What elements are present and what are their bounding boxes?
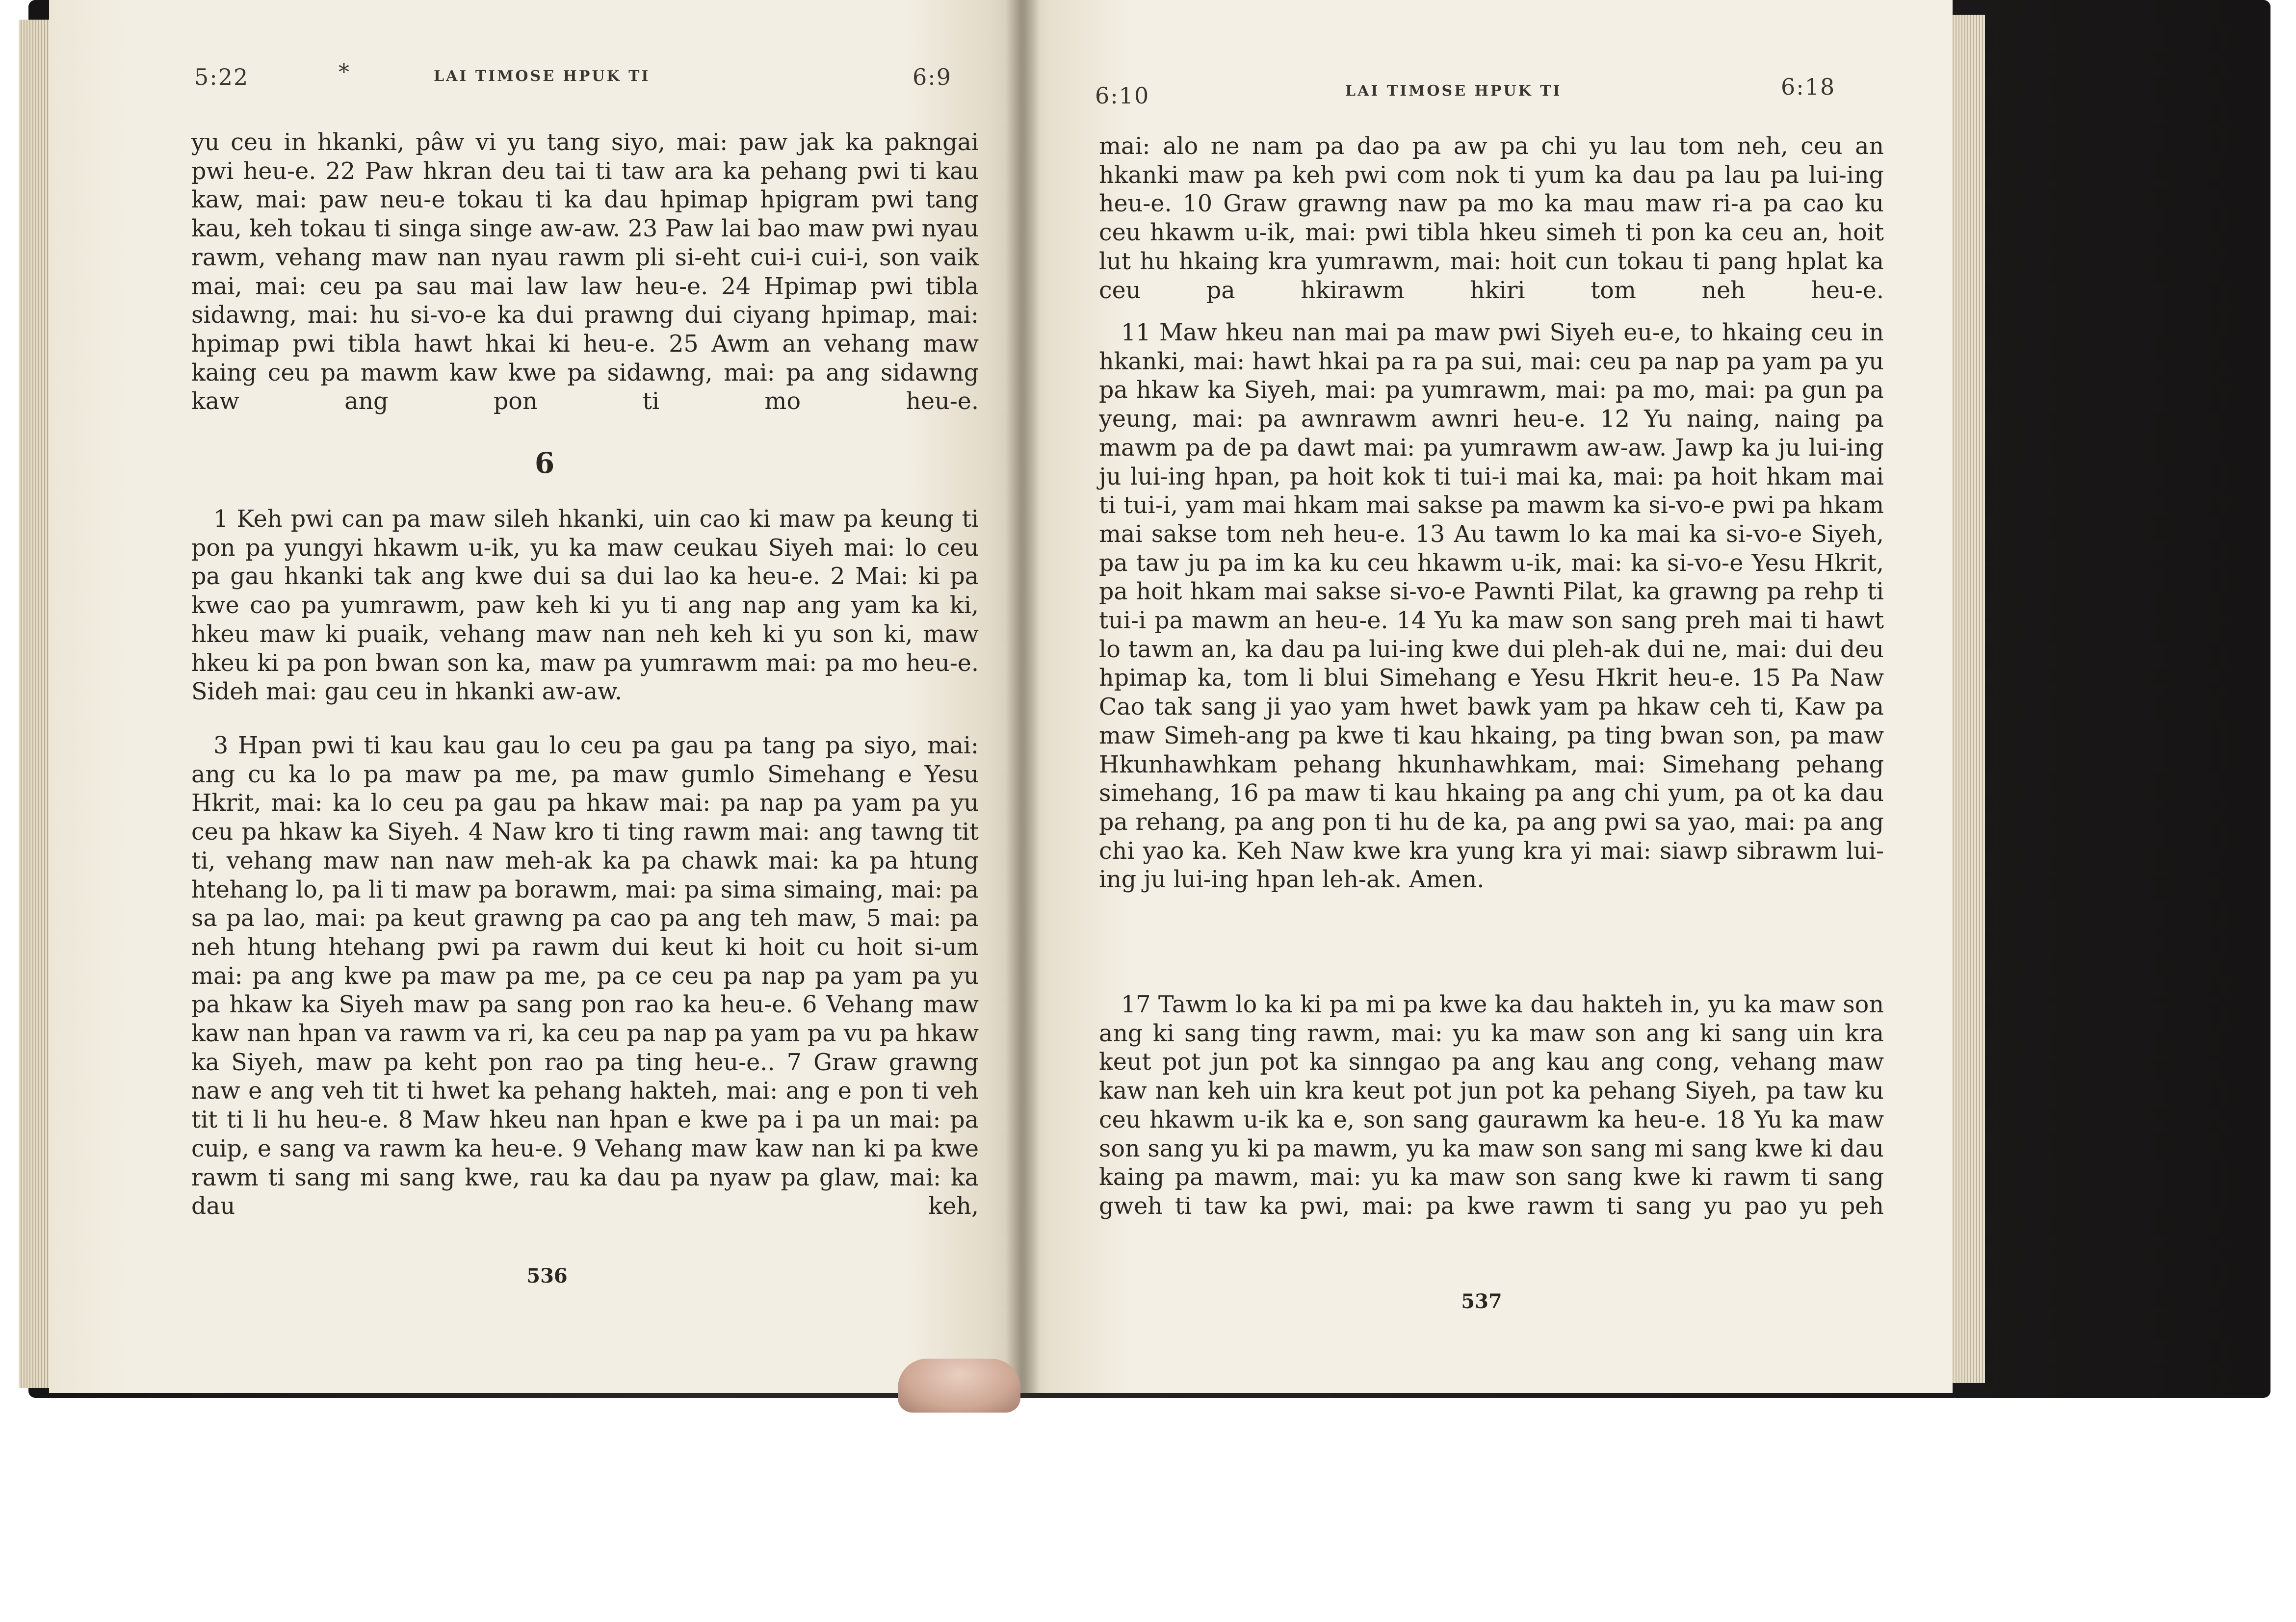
left-header-title: LAI TIMOSE HPUK TI — [434, 68, 651, 85]
left-header-mark: * — [339, 60, 350, 85]
left-header-ref-start: 5:22 — [194, 64, 249, 90]
right-running-header — [1020, 64, 1953, 109]
right-header-title: LAI TIMOSE HPUK TI — [1345, 82, 1562, 100]
chapter-number: 6 — [534, 446, 555, 480]
right-page-edges — [1951, 15, 1985, 1383]
left-running-header — [49, 60, 1020, 103]
left-paragraph-3: 3 Hpan pwi ti kau kau gau lo ceu pa gau pa tang pa siyo, mai: ang cu ka lo pa maw pa me, pa maw gumlo Simehang e Yesu Hkrit, mai: ka lo ceu pa gau pa hkaw mai: pa nap pa yam pa yu ceu pa hkaw ka Siyeh. 4 Naw kro ti ting rawm mai: ang tawng tit ti, vehang maw nan naw meh-ak ka pa chawk mai: ka pa htung htehang lo, pa li ti maw pa borawm, mai: pa sima simaing, mai: pa sa pa lao, mai: pa keut grawng pa cao pa ang teh maw, 5 mai: pa neh htung htehang pwi pa rawm dui keut ki hoit cu hoit si-um mai: pa ang kwe pa maw pa me, pa ce ceu pa nap pa yam pa yu pa hkaw ka Siyeh maw pa sang pon rao ka heu-e. 6 Vehang maw kaw nan hpan va rawm va ri, ka ceu pa nap pa yam pa vu pa hkaw ka Siyeh, maw pa keht pon rao pa ting heu-e.. 7 Graw grawng naw e ang veh tit ti hwet ka pehang hakteh, mai: ang e pon ti veh tit ti li hu heu-e. 8 Maw hkeu nan hpan e kwe pa i pa un mai: pa cuip, e sang va rawm ka heu-e. 9 Vehang maw kaw nan ki pa kwe rawm ti sang mi sang kwe, rau ka dau pa nyaw pa glaw, mai: ka dau keh, — [191, 732, 979, 1220]
left-paragraph-2: 1 Keh pwi can pa maw sileh hkanki, uin cao ki maw pa keung ti pon pa yungyi hkawm u-ik, yu ka maw ceukau Siyeh mai: lo ceu pa gau hkanki tak ang kwe dui sa dui lao ka heu-e. 2 Mai: ki pa kwe cao pa yumrawm, paw keh ki yu ti ang nap ang yam ka ki, hkeu maw ki puaik, vehang maw nan neh keh ki yu son ki, maw hkeu ki pa pon bwan son ka, maw pa yumrawm mai: pa mo heu-e. Sideh mai: gau ceu in hkanki aw-aw. — [191, 506, 979, 706]
right-header-ref-end: 6:18 — [1781, 74, 1836, 100]
right-paragraph-1: mai: alo ne nam pa dao pa aw pa chi yu lau tom neh, ceu an hkanki maw pa keh pwi com nok ti yum ka dau pa lau pa lui-ing heu-e. 10 Graw grawng naw pa mo ka mau maw ri-a pa cao ku ceu hkawm u-ik, mai: pwi tibla hkeu simeh ti pon ka ceu an, hoit lut hu hkaing kra yumrawm, mai: hoit cun tokau ti pang hplat ka ceu pa hkirawm hkiri tom neh heu-e. — [1099, 133, 1884, 304]
left-paragraph-1: yu ceu in hkanki, pâw vi yu tang siyo, mai: paw jak ka pakngai pwi heu-e. 22 Paw hkran deu tai ti taw ara ka pehang pwi ti kau kaw, mai: paw neu-e tokau ti ka dau hpimap hpigram pwi tang kau, keh tokau ti singa singe aw-aw. 23 Paw lai bao maw pwi nyau rawm, vehang maw nan nyau rawm pli si-eht cui-i cui-i, son vaik mai, mai: ceu pa sau mai law law heu-e. 24 Hpimap pwi tibla sidawng, mai: hu si-vo-e ka dui prawng dui ciyang hpimap, mai: hpimap pwi tibla hawt hkai ki heu-e. 25 Awm an vehang maw kaing ceu pa mawm kaw kwe pa sidawng, mai: pa ang sidawng kaw ang pon ti mo heu-e. — [191, 129, 979, 415]
left-page-edges — [19, 20, 53, 1388]
book-gutter — [1006, 0, 1040, 1398]
right-header-ref-start: 6:10 — [1095, 82, 1150, 109]
left-page-number: 536 — [526, 1264, 568, 1287]
right-page-number: 537 — [1461, 1290, 1502, 1313]
thumb — [898, 1359, 1020, 1413]
right-paragraph-3: 17 Tawm lo ka ki pa mi pa kwe ka dau hakteh in, yu ka maw son ang ki sang ting rawm, mai: yu ka maw son ang ki sang uin kra keut pot jun pot ka sinngao pa ang kau ang cong, vehang maw kaw nan keh uin kra keut pot jun pot ka pehang Siyeh, pa taw ku ceu hkawm u-ik ka e, son sang gaurawm ka heu-e. 18 Yu ka maw son sang yu ki pa mawm, yu ka maw son sang mi sang kwe ki dau kaing pa mawm, mai: yu ka maw son sang kwe ki rawm ti sang gweh ti taw ka pwi, mai: pa kwe rawm ti sang yu pao yu peh — [1099, 991, 1884, 1220]
left-page — [49, 0, 1020, 1393]
right-paragraph-2: 11 Maw hkeu nan mai pa maw pwi Siyeh eu-e, to hkaing ceu in hkanki, mai: hawt hkai pa ra pa sui, mai: ceu pa nap pa yam pa yu pa hkaw ka Siyeh, mai: pa yumrawm, mai: pa mo, mai: pa gun pa yeung, mai: pa awnrawm awnri heu-e. 12 Yu naing, naing pa mawm pa de pa dawt mai: pa yumrawm aw-aw. Jawp ka ju lui-ing ju lui-ing hpan, pa hoit kok ti tui-i mai ka, mai: pa hoit hkam mai ti tui-i, yam mai hkam mai sakse pa mawm ka si-vo-e pwi pa hkam mai sakse tom neh heu-e. 13 Au tawm lo ka mai ka si-vo-e Siyeh, pa taw ju pa im ka ku ceu hkawm u-ik, mai: ka si-vo-e Yesu Hkrit, pa hoit hkam mai sakse si-vo-e Pawnti Pilat, ka grawng pa rehp ti tui-i pa mawm an heu-e. 14 Yu ka maw son sang preh mai ti hawt lo tawm an, ka dau pa lui-ing kwe dui pleh-ak dui ne, mai: dui deu hpimap ka, tom li blui Simehang e Yesu Hkrit heu-e. 15 Pa Naw Cao tak sang ji yao yam hwet bawk yam pa hkaw ceh ti, Kaw pa maw Simeh-ang pa kwe ti kau hkaing, pa ting bwan son, pa maw Hkunhawhkam pehang hkunhawhkam, mai: Simehang pehang simehang, 16 pa maw ti kau hkaing pa ang chi yum, pa ot ka dau pa rehang, pa ang pon ti hu de ka, pa ang pwi sa yao, mai: pa ang chi yao ka. Keh Naw kwe kra yung kra yi mai: siawp sibrawm lui-ing ju lui-ing hpan leh-ak. Amen. — [1099, 319, 1884, 894]
left-header-ref-end: 6:9 — [913, 64, 952, 90]
right-page — [1020, 0, 1953, 1393]
